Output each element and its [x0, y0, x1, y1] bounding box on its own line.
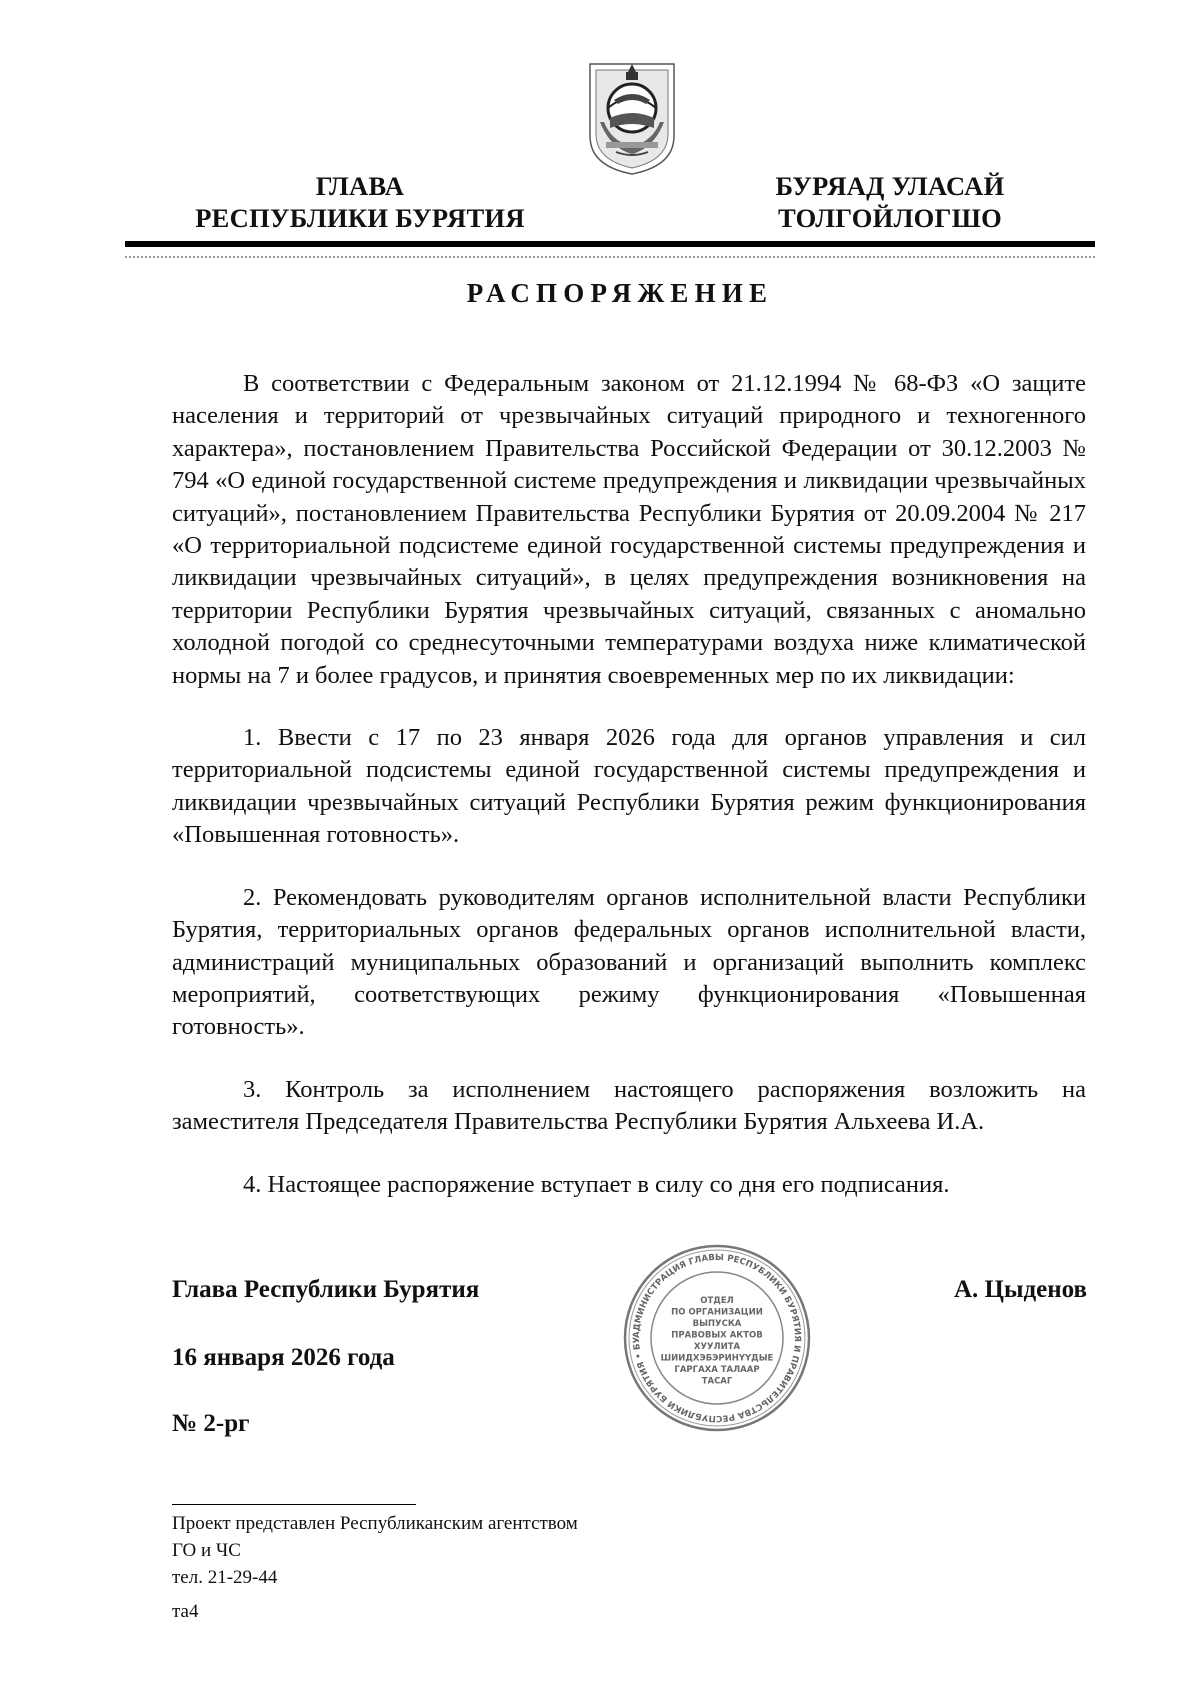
footnote-line1: Проект представлен Республиканским агентством [172, 1513, 578, 1534]
footnote-divider [172, 1504, 416, 1505]
clause-2: 2. Рекомендовать руководителям органов исполнительной власти Республики Бурятия, территориальных органов федеральных органов исполнительной власти, администраций муниципальных образований и организаций выполнить комплекс мероприятий, соответствующих режиму функционирования «Повышенная готовность». [172, 883, 1086, 1041]
document-number: № 2-рг [172, 1410, 250, 1437]
document-date: 16 января 2026 года [172, 1344, 395, 1371]
seal-inner-line: ХУУЛИТА [693, 1342, 741, 1352]
seal-inner-line: ТАСАГ [701, 1376, 733, 1387]
header-left [170, 170, 550, 234]
document-code: та4 [172, 1601, 199, 1622]
header-right-line1: БУРЯАД УЛАСАЙ [775, 171, 1005, 201]
seal-inner-line: ГАРГАХА ТАЛААР [674, 1365, 760, 1375]
clause-1: 1. Ввести с 17 по 23 января 2026 года для органов управления и сил территориальной подсистемы единой государственной системы предупреждения и ликвидации чрезвычайных ситуаций Республики Бурятия режим функционирования «Повышенная готовность». [172, 724, 1086, 849]
document-body [172, 368, 1086, 1201]
preamble-paragraph: В соответствии с Федеральным законом от 21.12.1994 № 68-ФЗ «О защите населения и территорий от чрезвычайных ситуаций природного и техногенного характера», постановлением Правительства Российской Федерации от 30.12.2003 № 794 «О единой государственной системе предупреждения и ликвидации чрезвычайных ситуаций», постановлением Правительства Республики Бурятия от 20.09.2004 № 217 «О территориальной подсистеме единой государственной системы предупреждения и ликвидации чрезвычайных ситуаций», в целях предупреждения возникновения на территории Республики Бурятия чрезвычайных ситуаций, связанных с аномально холодной погодой со среднесуточными температурами воздуха ниже климатической нормы на 7 и более градусов, и принятия своевременных мер по их ликвидации: [172, 370, 1086, 689]
header-divider-dotted [125, 256, 1095, 258]
seal-inner-line: ОТДЕЛ [700, 1296, 734, 1306]
footnote [172, 1510, 578, 1591]
footnote-line2: ГО и ЧС [172, 1540, 241, 1561]
coat-of-arms-icon [586, 58, 678, 178]
seal-inner-line: ШИИДХЭБЭРИНҮҮДЫЕ [660, 1353, 774, 1364]
clause-3: 3. Контроль за исполнением настоящего распоряжения возложить на заместителя Председателя Правительства Республики Бурятия Альхеева И.А. [172, 1075, 1086, 1136]
header-right-line2: ТОЛГОЙЛОГШО [777, 203, 1003, 233]
document-title: РАСПОРЯЖЕНИЕ [466, 278, 774, 308]
official-seal-stamp [622, 1243, 812, 1433]
signatory-title: Глава Республики Бурятия [172, 1276, 480, 1303]
signatory-name: А. Цыденов [953, 1276, 1087, 1303]
header-left-line1: ГЛАВА [315, 171, 405, 201]
header-right [740, 170, 1040, 234]
seal-inner-line: ВЫПУСКА [692, 1319, 742, 1329]
seal-inner-line: ПО ОРГАНИЗАЦИИ [671, 1307, 763, 1318]
header-left-line2: РЕСПУБЛИКИ БУРЯТИЯ [195, 203, 525, 233]
svg-text:АДМИНИСТРАЦИЯ ГЛАВЫ РЕСПУБЛИКИ: АДМИНИСТРАЦИЯ ГЛАВЫ РЕСПУБЛИКИ БУРЯТИЯ И ПРАВИТЕЛЬСТВА РЕСПУБЛИКИ БУРЯТИЯ • БУ [631, 1252, 803, 1424]
seal-inner-line: ПРАВОВЫХ АКТОВ [671, 1330, 763, 1341]
clause-4: 4. Настоящее распоряжение вступает в силу со дня его подписания. [243, 1170, 950, 1198]
footnote-line3: тел. 21-29-44 [172, 1567, 278, 1588]
header-divider [125, 241, 1095, 247]
